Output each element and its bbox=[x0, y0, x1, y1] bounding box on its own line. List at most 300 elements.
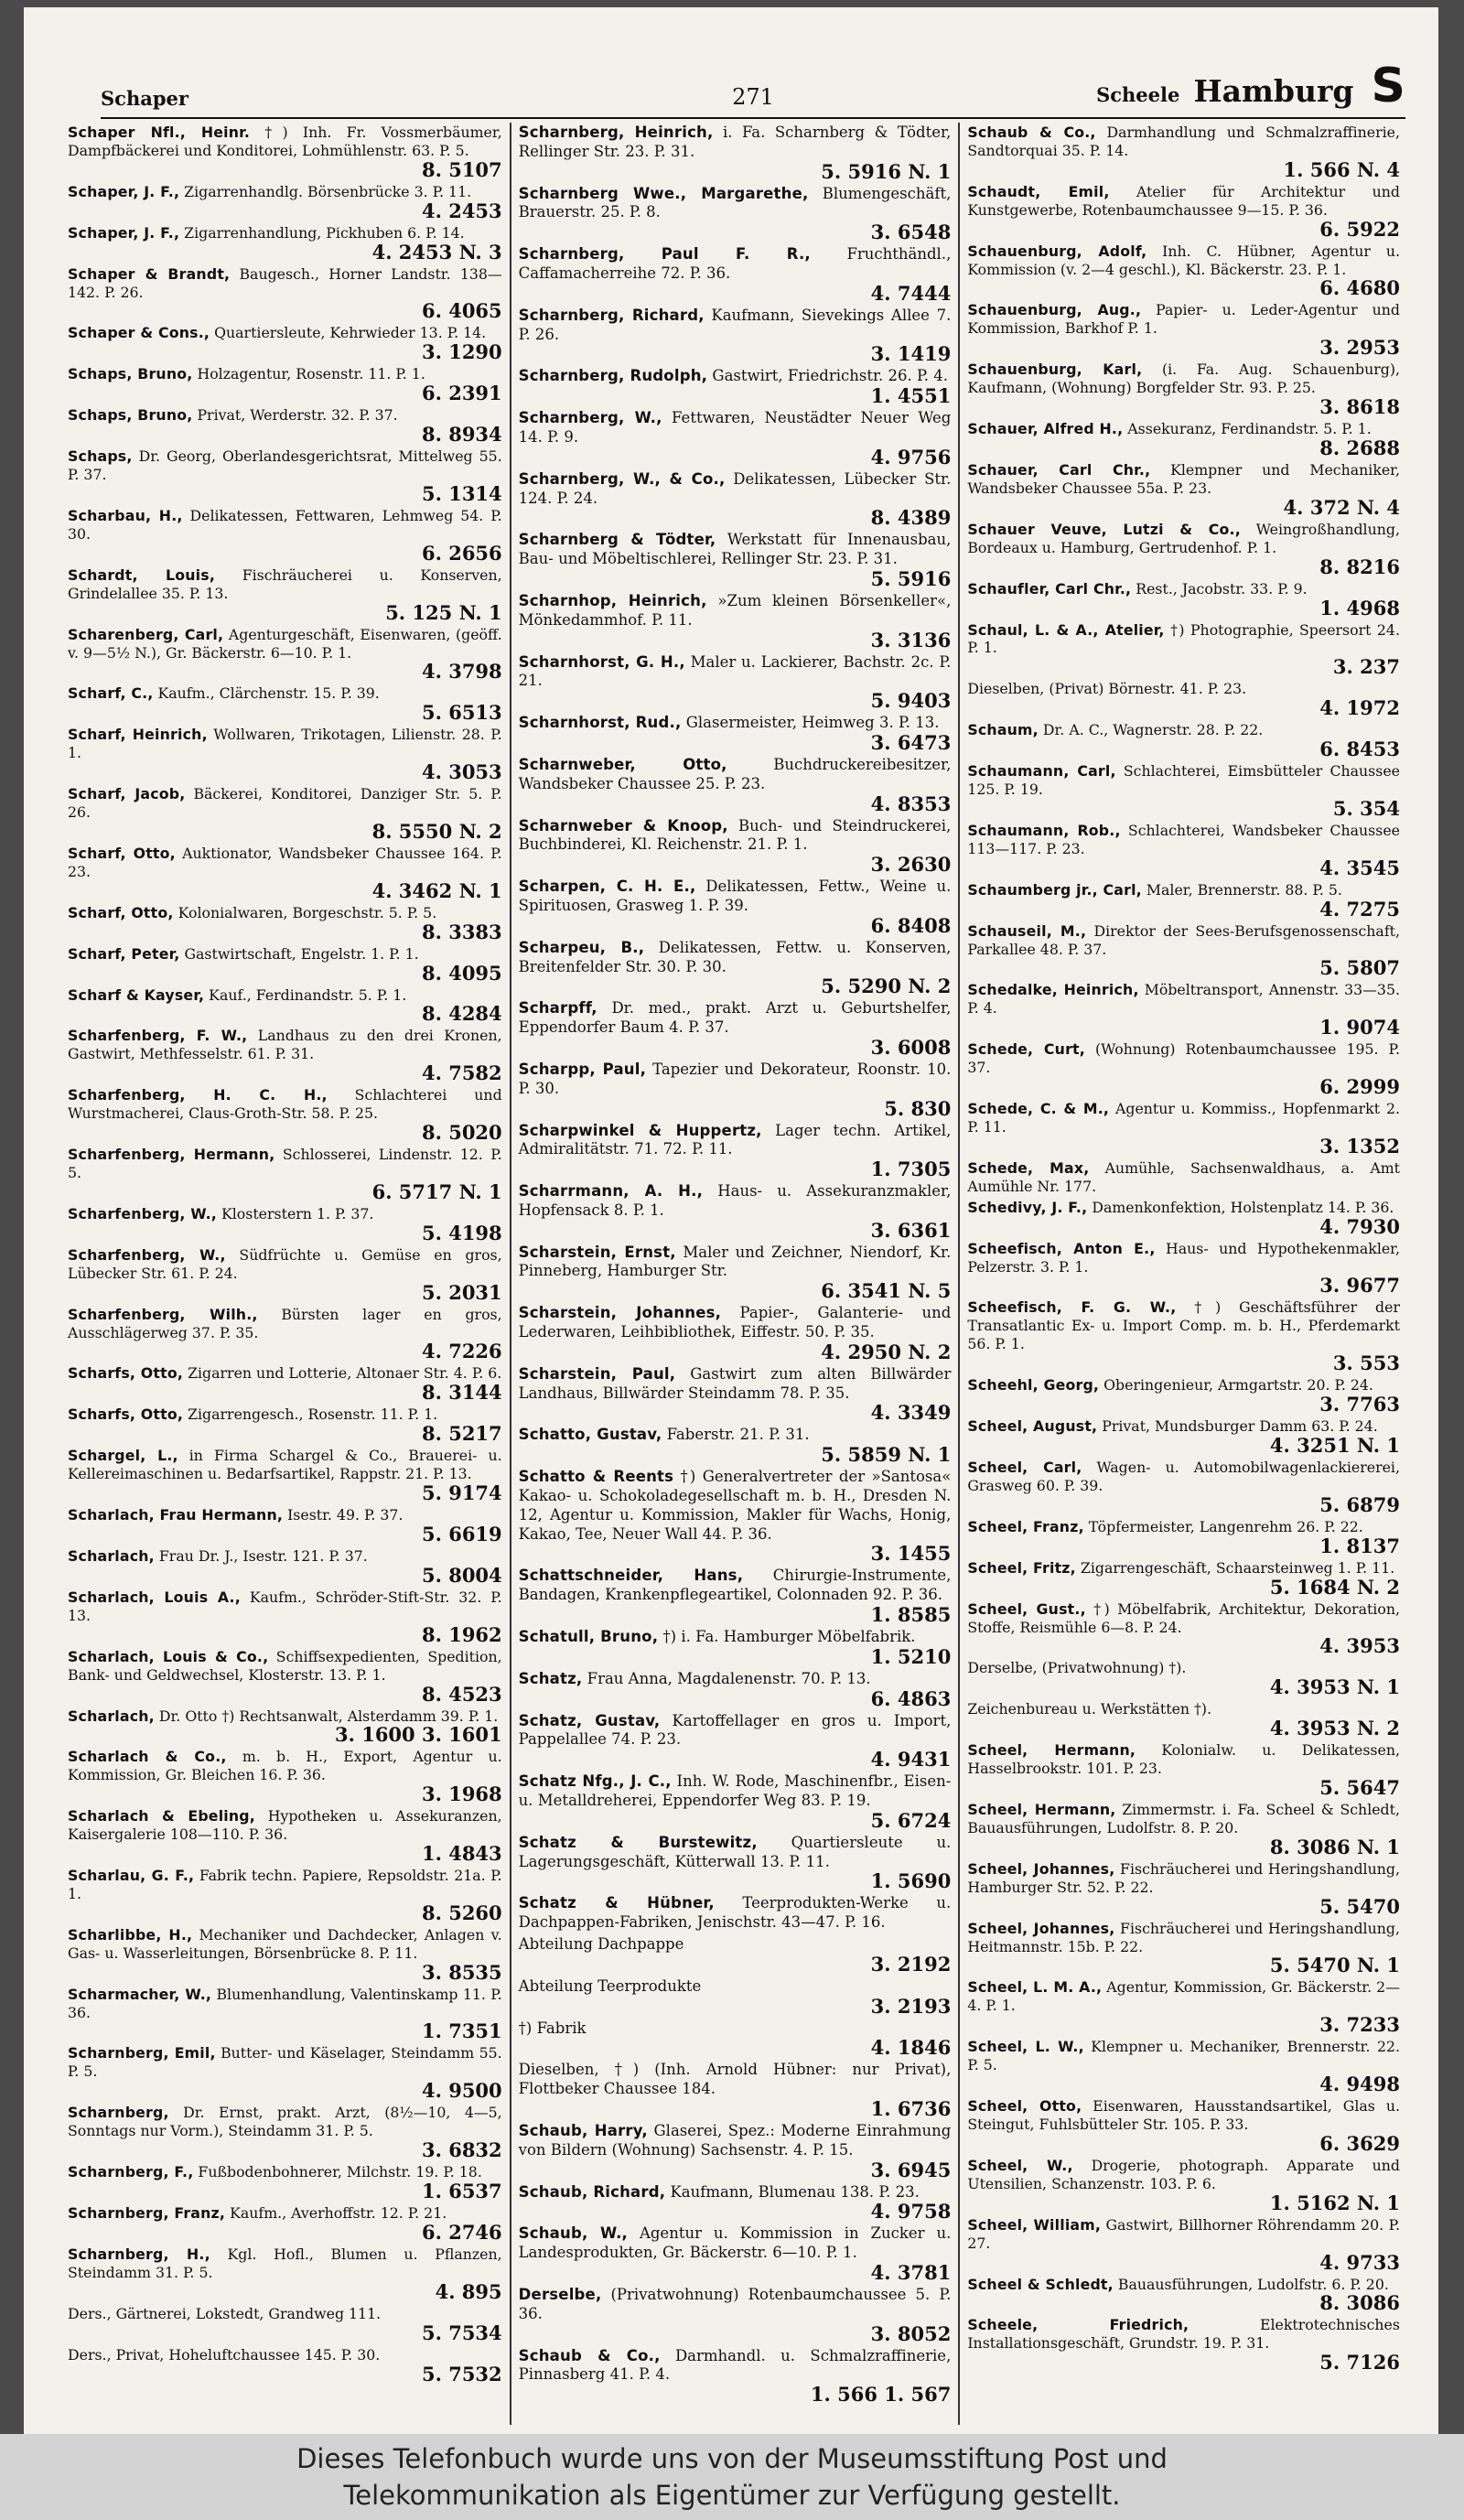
entry-line bbox=[68, 1867, 502, 1903]
entry-name: Scharstein, Johannes, bbox=[518, 1304, 722, 1322]
entry-line bbox=[519, 307, 952, 345]
entry-name: Scharlach, Frau Hermann, bbox=[68, 1506, 284, 1524]
entry-name: Scharrmann, A. H., bbox=[518, 1182, 704, 1201]
directory-entry bbox=[967, 620, 1400, 680]
directory-entry bbox=[967, 980, 1400, 1039]
entry-details: †) Fabrik bbox=[518, 2019, 587, 2037]
entry-phone: 6. 5717 N. 1 bbox=[371, 1179, 502, 1203]
entry-details: Zeichenbureau u. Werkstätten †). bbox=[967, 1700, 1212, 1718]
entry-name: Schaub, Harry, bbox=[518, 2122, 648, 2139]
entry-line bbox=[967, 1741, 1400, 1778]
entry-name: Scheefisch, Anton E., bbox=[967, 1239, 1156, 1257]
entry-details: Papier-, Galanterie- und Lederwaren, Leihbibliothek, Eiffestr. 50. P. 35. bbox=[518, 1304, 952, 1341]
entry-line bbox=[68, 406, 502, 425]
entry-name: Scheel & Schledt, bbox=[967, 2275, 1114, 2293]
entry-details: Zigarren und Lotterie, Altonaer Str. 4. P. 6. bbox=[188, 1364, 502, 1383]
directory-entry bbox=[519, 1364, 952, 1426]
entry-details: Darmhandl. u. Schmalzraffinerie, Pinnasberg 41. P. 4. bbox=[518, 2346, 952, 2384]
entry-name: Scharnberg Wwe., Margarethe, bbox=[518, 184, 809, 202]
directory-entry bbox=[519, 2224, 952, 2285]
entry-line bbox=[519, 1670, 952, 1689]
entry-phone: 8. 3086 bbox=[1319, 2291, 1400, 2315]
entry-phone: 4. 9498 bbox=[1319, 2073, 1400, 2096]
entry-details: Faberstr. 21. P. 31. bbox=[666, 1426, 810, 1444]
entry-phone: 8. 2688 bbox=[1319, 436, 1400, 459]
directory-entry bbox=[519, 591, 952, 652]
entry-line bbox=[967, 1417, 1400, 1436]
entry-line bbox=[967, 721, 1400, 739]
entry-details: Kolonialwaren, Borgeschstr. 5. P. 5. bbox=[178, 903, 437, 921]
entry-line bbox=[519, 2061, 952, 2099]
entry-details: Fischräucherei u. Konserven, Grindelallee 35. P. 13. bbox=[68, 565, 502, 602]
entry-phone: 3. 6832 bbox=[421, 2138, 502, 2162]
entry-phone: 5. 7534 bbox=[421, 2321, 502, 2344]
entry-details: Glasermeister, Heimweg 3. P. 13. bbox=[685, 714, 940, 732]
directory-entry bbox=[967, 182, 1400, 242]
entry-details: Eisenwaren, Hausstandsartikel, Glas u. Steingut, Fuhlsbütteler Str. 105. P. 33. bbox=[967, 2097, 1400, 2133]
entry-name: Scharf, Otto, bbox=[68, 844, 176, 862]
entry-line bbox=[519, 756, 952, 794]
directory-entry bbox=[68, 182, 502, 223]
entry-phone: 4. 2950 N. 2 bbox=[821, 1340, 952, 1363]
page-number: 271 bbox=[732, 84, 774, 110]
entry-details: Dr. Ernst, prakt. Arzt, (8½—10, 4—5, Sonntags nur Vorm.), Steindamm 31. P. 5. bbox=[68, 2104, 502, 2140]
entry-details: Fruchthändl., Caffamacherreihe 72. P. 36. bbox=[518, 245, 952, 282]
entry-name: Scheel, Otto, bbox=[967, 2097, 1082, 2116]
entry-name: Scharnberg, bbox=[68, 2104, 169, 2122]
header-letter: S bbox=[1371, 59, 1405, 113]
entry-details: Damenkonfektion, Holstenplatz 14. P. 36. bbox=[1092, 1198, 1394, 1216]
entry-line bbox=[967, 922, 1400, 959]
entry-details: †) Möbelfabrik, Architektur, Dekoration, Stoffe, Reismühle 6—8. P. 24. bbox=[967, 1599, 1400, 1636]
directory-entry bbox=[68, 1026, 502, 1085]
entry-details: Butter- und Käselager, Steindamm 55. P. 5. bbox=[68, 2044, 502, 2081]
entry-name: Schauer Veuve, Lutzi & Co., bbox=[967, 520, 1241, 538]
entry-name: Schaper, J. F., bbox=[68, 182, 180, 200]
entry-details: Glaserei, Spez.: Moderne Einrahmung von Bildern (Wohnung) Sachsenstr. 4. P. 15. bbox=[518, 2122, 952, 2159]
entry-phone: 8. 5020 bbox=[421, 1121, 502, 1145]
entry-phone: 6. 2656 bbox=[421, 541, 502, 565]
entry-phone: 3. 7233 bbox=[1319, 2013, 1400, 2037]
entry-name: Scheehl, Georg, bbox=[967, 1376, 1100, 1395]
entry-phone: 3. 1968 bbox=[421, 1782, 502, 1806]
entry-details: Atelier für Architektur und Kunstgewerbe, Rotenbaumchaussee 9—15. P. 36. bbox=[967, 182, 1400, 219]
entry-phone: 8. 3383 bbox=[421, 920, 502, 943]
directory-entry bbox=[967, 242, 1400, 301]
entry-phone: 4. 372 N. 4 bbox=[1283, 495, 1400, 519]
entry-details: Buch- und Steindruckerei, Buchbinderei, Kl. Reichenstr. 21. P. 1. bbox=[518, 816, 952, 854]
entry-name: Scheel, August, bbox=[967, 1417, 1098, 1436]
entry-phone: 5. 830 bbox=[884, 1096, 952, 1120]
entry-name: Scharstein, Ernst, bbox=[518, 1243, 676, 1261]
directory-entry bbox=[967, 761, 1400, 821]
entry-details: Delikatessen, Lübecker Str. 124. P. 24. bbox=[518, 469, 952, 507]
entry-line bbox=[967, 1376, 1400, 1395]
directory-entry bbox=[967, 1239, 1400, 1298]
entry-phone: 4. 3053 bbox=[421, 760, 502, 784]
entry-name: Schaper, J. F., bbox=[68, 223, 180, 242]
entry-line bbox=[967, 2157, 1400, 2193]
entry-details: Zigarrenhandlg. Börsenbrücke 3. P. 11. bbox=[184, 182, 472, 200]
entry-name: Schauenburg, Adolf, bbox=[967, 242, 1147, 260]
entry-details: Landhaus zu den drei Kronen, Gastwirt, Methfesselstr. 61. P. 31. bbox=[68, 1027, 502, 1063]
entry-details: Blumenhandlung, Valentinskamp 11. P. 36. bbox=[68, 1985, 502, 2021]
entry-name: Scharnhop, Heinrich, bbox=[518, 591, 707, 609]
entry-details: Haus- u. Assekuranzmakler, Hopfensack 8. P. 1. bbox=[518, 1182, 952, 1219]
entry-name: Schaumberg jr., Carl, bbox=[967, 880, 1142, 899]
entry-phone: 4. 3781 bbox=[870, 2260, 952, 2284]
directory-entry bbox=[519, 2121, 952, 2182]
entry-line bbox=[68, 2245, 502, 2282]
entry-phone: 3. 6548 bbox=[870, 221, 952, 244]
entry-details: Isestr. 49. P. 37. bbox=[287, 1506, 404, 1524]
entry-phone: 3. 6361 bbox=[870, 1218, 952, 1242]
entry-name: Schede, Max, bbox=[967, 1158, 1090, 1177]
entry-line bbox=[68, 1807, 502, 1844]
entry-phone: 6. 2391 bbox=[421, 382, 502, 405]
entry-phone: 4. 9758 bbox=[870, 2200, 952, 2224]
entry-line bbox=[967, 420, 1400, 438]
entry-line bbox=[967, 1978, 1400, 2015]
entry-phone: 6. 4680 bbox=[1319, 276, 1400, 300]
entry-phone: 5. 2031 bbox=[421, 1280, 502, 1304]
entry-name: Scharf, Jacob, bbox=[68, 785, 186, 803]
entry-name: Scharlach, Louis & Co., bbox=[68, 1647, 269, 1665]
entry-name: Schauseil, M., bbox=[967, 921, 1087, 940]
entry-phone: 4. 9733 bbox=[1319, 2250, 1400, 2274]
entry-name: Scharfenberg, Wilh., bbox=[68, 1305, 258, 1323]
directory-entry bbox=[68, 1707, 502, 1748]
entry-line bbox=[967, 1040, 1400, 1077]
entry-line bbox=[68, 1405, 502, 1424]
directory-entry bbox=[68, 447, 502, 506]
directory-entry bbox=[967, 2037, 1400, 2096]
entry-name: Schatz & Hübner, bbox=[518, 1894, 715, 1912]
entry-line bbox=[519, 939, 952, 977]
column-2 bbox=[510, 123, 959, 2425]
entry-phone: 5. 6513 bbox=[421, 701, 502, 725]
entry-phone: 5. 5470 bbox=[1319, 1894, 1400, 1918]
entry-name: Scharenberg, Carl, bbox=[68, 625, 224, 643]
entry-details: Zigarrengeschäft, Schaarsteinweg 1. P. 11. bbox=[1080, 1558, 1395, 1577]
entry-details: Frau Anna, Magdalenenstr. 70. P. 13. bbox=[587, 1669, 871, 1687]
directory-entry bbox=[967, 520, 1400, 579]
entry-phone: 3. 553 bbox=[1332, 1352, 1400, 1375]
directory-entry bbox=[967, 1919, 1400, 1978]
entry-phone: 3. 9677 bbox=[1319, 1274, 1400, 1298]
entry-phone: 8. 5217 bbox=[421, 1422, 502, 1446]
entry-line bbox=[68, 1146, 502, 1182]
entry-line bbox=[519, 1712, 952, 1750]
directory-entry bbox=[967, 2096, 1400, 2156]
directory-entry bbox=[967, 720, 1400, 761]
directory-entry bbox=[68, 844, 502, 903]
entry-name: Scheele, Friedrich, bbox=[967, 2316, 1190, 2334]
column-1 bbox=[60, 123, 510, 2425]
entry-phone: 5. 5290 N. 2 bbox=[821, 975, 952, 998]
entry-line bbox=[68, 1748, 502, 1784]
entry-name: Scheel, Franz, bbox=[967, 1517, 1084, 1535]
entry-details: Mechaniker und Dachdecker, Anlagen v. Gas- u. Wasserleitungen, Börsenbrücke 8. P. 11. bbox=[68, 1925, 502, 1962]
entry-name: Scharnberg, Richard, bbox=[518, 306, 705, 324]
entry-line bbox=[68, 124, 502, 160]
directory-entry bbox=[967, 1699, 1400, 1740]
entry-phone: 3. 2953 bbox=[1319, 336, 1400, 360]
entry-details: Ders., Gärtnerei, Lokstedt, Grandweg 111. bbox=[68, 2304, 382, 2322]
entry-name: Scharnhorst, G. H., bbox=[518, 652, 685, 671]
entry-phone: 5. 125 N. 1 bbox=[385, 600, 502, 624]
directory-entry bbox=[519, 2285, 952, 2346]
entry-phone: 4. 1846 bbox=[870, 2036, 952, 2060]
entry-name: Scharfenberg, W., bbox=[68, 1245, 226, 1264]
entry-name: Schaub & Co., bbox=[518, 2346, 661, 2364]
entry-details: (i. Fa. Aug. Schauenburg), Kaufmann, (Wohnung) Borgfelder Str. 93. P. 25. bbox=[967, 361, 1400, 397]
entry-details: †) Geschäftsführer der Transatlantic Ex- u. Import Comp. m. b. H., Pferdemarkt 56. P. 1. bbox=[967, 1298, 1400, 1353]
entry-phone: 3. 1600 3. 1601 bbox=[334, 1723, 502, 1747]
entry-line bbox=[68, 1027, 502, 1063]
directory-entry bbox=[519, 1181, 952, 1243]
entry-line bbox=[68, 1547, 502, 1566]
entry-details: Darmhandlung und Schmalzraffinerie, Sandtorquai 35. P. 14. bbox=[967, 124, 1400, 159]
entry-name: Scheel, L. M. A., bbox=[967, 1978, 1103, 1997]
entry-name: Scharnberg, Franz, bbox=[68, 2204, 226, 2222]
entry-name: Scharfenberg, W., bbox=[68, 1204, 217, 1222]
entry-line bbox=[68, 183, 502, 201]
entry-phone: 4. 9756 bbox=[870, 445, 952, 468]
entry-line bbox=[967, 183, 1400, 220]
entry-phone: 8. 4095 bbox=[421, 961, 502, 985]
entry-line bbox=[519, 1935, 952, 1955]
entry-details: Kauf., Ferdinandstr. 5. P. 1. bbox=[209, 985, 407, 1004]
directory-entry bbox=[68, 1588, 502, 1647]
entry-name: Scharfenberg, H. C. H., bbox=[68, 1086, 328, 1104]
entry-phone: 6. 8408 bbox=[870, 913, 952, 937]
directory-entry bbox=[967, 1599, 1400, 1659]
entry-details: Bäckerei, Konditorei, Danziger Str. 5. P. 26. bbox=[68, 785, 502, 822]
entry-line bbox=[519, 2286, 952, 2324]
entry-details: Schlachterei und Wurstmacherei, Claus-Groth-Str. 58. P. 25. bbox=[68, 1086, 502, 1123]
entry-phone: 3. 1455 bbox=[870, 1542, 952, 1566]
entry-details: (Privatwohnung) Rotenbaumchaussee 5. P. 36. bbox=[518, 2285, 952, 2322]
entry-line bbox=[967, 881, 1400, 899]
entry-phone: 6. 2999 bbox=[1319, 1075, 1400, 1099]
entry-phone: 4. 3953 bbox=[1319, 1634, 1400, 1658]
directory-entry bbox=[967, 579, 1400, 620]
entry-name: Scheel, Carl, bbox=[967, 1458, 1082, 1476]
entry-phone: 5. 4198 bbox=[421, 1221, 502, 1244]
entry-details: Delikatessen, Fettwaren, Lehmweg 54. P. 30. bbox=[68, 506, 502, 543]
entry-line bbox=[519, 1061, 952, 1099]
directory-entry bbox=[519, 1243, 952, 1304]
directory-entry bbox=[519, 1060, 952, 1121]
entry-name: Scheel, Johannes, bbox=[967, 1919, 1115, 1937]
entry-line bbox=[68, 1648, 502, 1685]
entry-name: Scheel, Hermann, bbox=[967, 1741, 1136, 1760]
entry-name: Schaub, W., bbox=[518, 2224, 629, 2243]
entry-phone: 4. 7444 bbox=[870, 281, 952, 305]
entry-line bbox=[68, 2163, 502, 2181]
entry-details: Kaufmann, Blumenau 138. P. 23. bbox=[670, 2182, 920, 2201]
entry-name: Schattschneider, Hans, bbox=[518, 1567, 744, 1585]
entry-phone: 3. 237 bbox=[1332, 655, 1400, 679]
directory-entry bbox=[68, 1985, 502, 2044]
directory-entry bbox=[68, 1245, 502, 1305]
directory-entry bbox=[519, 816, 952, 878]
entry-line bbox=[519, 1628, 952, 1647]
entry-details: Papier- u. Leder-Agentur und Kommission, Barkhof P. 1. bbox=[967, 301, 1400, 338]
entry-details: Kaufmann, Sievekings Allee 7. P. 26. bbox=[518, 306, 952, 343]
entry-phone: 4. 2453 bbox=[421, 199, 502, 222]
entry-phone: 5. 5647 bbox=[1319, 1776, 1400, 1800]
directory-entry bbox=[68, 1747, 502, 1806]
entry-name: Schatz, Gustav, bbox=[518, 1711, 661, 1729]
entry-phone: 5. 5916 bbox=[870, 566, 952, 590]
header-right bbox=[1096, 59, 1405, 113]
directory-entry bbox=[68, 223, 502, 264]
entry-line bbox=[967, 1920, 1400, 1956]
entry-details: Blumengeschäft, Brauerstr. 25. P. 8. bbox=[518, 184, 952, 221]
entry-name: Schede, Curt, bbox=[967, 1040, 1085, 1059]
entry-phone: 3. 1290 bbox=[421, 340, 502, 364]
entry-name: Scharbau, H., bbox=[68, 506, 183, 524]
entry-phone: 3. 6008 bbox=[870, 1035, 952, 1059]
entry-phone: 8. 8216 bbox=[1319, 555, 1400, 578]
entry-details: Hypotheken u. Assekuranzen, Kaisergalerie 108—110. P. 36. bbox=[68, 1807, 502, 1844]
directory-entry bbox=[967, 1558, 1400, 1599]
entry-name: Scheel, W., bbox=[967, 2156, 1073, 2174]
entry-details: »Zum kleinen Börsenkeller«, Mönkedammhof. P. 11. bbox=[518, 591, 952, 629]
entry-details: m. b. H., Export, Agentur u. Kommission, Gr. Bleichen 16. P. 36. bbox=[68, 1748, 502, 1784]
entry-phone: 3. 7763 bbox=[1319, 1393, 1400, 1416]
entry-details: Fettwaren, Neustädter Neuer Weg 14. P. 9. bbox=[518, 409, 952, 446]
entry-line bbox=[68, 1246, 502, 1283]
entry-details: Tapezier und Dekorateur, Roonstr. 10. P. 30. bbox=[518, 1060, 952, 1097]
directory-entry bbox=[68, 725, 502, 784]
entry-name: Schaudt, Emil, bbox=[967, 182, 1110, 200]
entry-line bbox=[68, 1205, 502, 1223]
entry-details: Agentur u. Kommiss., Hopfenmarkt 2. P. 11. bbox=[967, 1100, 1400, 1136]
entry-phone: 8. 5107 bbox=[421, 157, 502, 181]
entry-details: Schiffsexpedienten, Spedition, Bank- und Geldwechsel, Klosterstr. 13. P. 1. bbox=[68, 1647, 502, 1684]
entry-phone: 8. 4284 bbox=[421, 1002, 502, 1026]
entry-phone: 8. 4389 bbox=[870, 506, 952, 530]
entry-line bbox=[519, 592, 952, 630]
entry-phone: 3. 1352 bbox=[1319, 1134, 1400, 1158]
directory-entry bbox=[967, 1198, 1400, 1239]
entry-details: Maler und Zeichner, Niendorf, Kr. Pinneberg, Hamburger Str. bbox=[518, 1243, 952, 1280]
entry-name: Scharpp, Paul, bbox=[518, 1060, 647, 1078]
entry-phone: 1. 566 N. 4 bbox=[1283, 157, 1400, 181]
entry-line bbox=[68, 626, 502, 662]
entry-details: Maler u. Lackierer, Bachstr. 2c. P. 21. bbox=[518, 652, 952, 690]
entry-details: Maler, Brennerstr. 88. P. 5. bbox=[1146, 880, 1342, 899]
entry-details: Dr. med., prakt. Arzt u. Geburtshelfer, Eppendorfer Baum 4. P. 37. bbox=[518, 999, 952, 1037]
entry-phone: 4. 3953 N. 1 bbox=[1269, 1675, 1400, 1699]
entry-line bbox=[519, 1567, 952, 1605]
entry-name: Scharfs, Otto, bbox=[68, 1364, 184, 1383]
entry-phone: 1. 566 1. 567 bbox=[810, 2383, 952, 2407]
entry-line bbox=[68, 986, 502, 1005]
entry-name: Schatz & Burstewitz, bbox=[518, 1833, 758, 1851]
entry-line bbox=[967, 461, 1400, 498]
entry-line bbox=[967, 621, 1400, 658]
entry-details: Agenturgeschäft, Eisenwaren, (geöff. v. 9—5½ N.), Gr. Bäckerstr. 6—10. P. 1. bbox=[68, 625, 502, 662]
entry-line bbox=[967, 1199, 1400, 1217]
entry-line bbox=[519, 1182, 952, 1221]
directory-entry bbox=[519, 998, 952, 1060]
entry-details: Privat, Werderstr. 32. P. 37. bbox=[197, 406, 398, 425]
directory-entry bbox=[519, 1669, 952, 1711]
entry-line bbox=[519, 245, 952, 284]
entry-line bbox=[68, 1986, 502, 2022]
entry-details: Privat, Mundsburger Damm 63. P. 24. bbox=[1102, 1417, 1378, 1436]
entry-line bbox=[967, 1518, 1400, 1536]
directory-entry bbox=[967, 460, 1400, 520]
entry-phone: 1. 7351 bbox=[421, 2019, 502, 2043]
directory-entry bbox=[519, 1934, 952, 1976]
entry-phone: 1. 9074 bbox=[1319, 1016, 1400, 1039]
directory-entry bbox=[967, 880, 1400, 921]
directory-entry bbox=[519, 1425, 952, 1467]
entry-phone: 5. 8004 bbox=[421, 1563, 502, 1587]
directory-entry bbox=[68, 985, 502, 1027]
entry-name: Scharnberg, Rudolph, bbox=[518, 367, 708, 385]
entry-details: Werkstatt für Innenausbau, Bau- und Möbeltischlerei, Rellinger Str. 23. P. 31. bbox=[518, 531, 952, 568]
entry-phone: 1. 5690 bbox=[870, 1869, 952, 1893]
entry-phone: 1. 6736 bbox=[870, 2097, 952, 2120]
entry-phone: 4. 1972 bbox=[1319, 696, 1400, 720]
entry-details: Abteilung Dachpappe bbox=[518, 1935, 684, 1954]
entry-line bbox=[519, 999, 952, 1038]
entry-phone: 4. 3798 bbox=[421, 660, 502, 684]
directory-entry bbox=[967, 1375, 1400, 1416]
entry-line bbox=[68, 2104, 502, 2140]
entry-line bbox=[68, 904, 502, 922]
directory-entry bbox=[967, 2315, 1400, 2375]
entry-details: Klempner und Mechaniker, Wandsbeker Chaussee 55a. P. 23. bbox=[967, 460, 1400, 497]
entry-name: Schatto, Gustav, bbox=[518, 1426, 662, 1444]
entry-phone: 3. 2630 bbox=[870, 853, 952, 877]
entry-name: Scharlach, bbox=[68, 1546, 155, 1565]
entry-line bbox=[967, 2038, 1400, 2074]
entry-phone: 1. 8137 bbox=[1319, 1534, 1400, 1557]
entry-line bbox=[519, 409, 952, 447]
entry-line bbox=[68, 1447, 502, 1483]
entry-phone: 5. 1314 bbox=[421, 481, 502, 505]
entry-phone: 4. 7930 bbox=[1319, 1214, 1400, 1238]
entry-details: Kaufm., Clärchenstr. 15. P. 39. bbox=[157, 684, 380, 703]
entry-phone: 3. 3136 bbox=[870, 628, 952, 652]
entry-line bbox=[519, 2183, 952, 2202]
entry-name: Scheel, William, bbox=[967, 2215, 1102, 2234]
entry-name: Scharpen, C. H. E., bbox=[518, 878, 696, 896]
entry-line bbox=[967, 242, 1400, 279]
entry-line bbox=[967, 1801, 1400, 1837]
entry-details: Zimmermstr. i. Fa. Scheel & Schledt, Bauausführungen, Ludolfstr. 8. P. 20. bbox=[967, 1801, 1400, 1836]
directory-entry bbox=[68, 1363, 502, 1405]
entry-phone: 3. 6473 bbox=[870, 730, 952, 754]
entry-details: Kaufm., Averhoffstr. 12. P. 21. bbox=[230, 2204, 447, 2222]
entry-details: Drogerie, photograph. Apparate und Utensilien, Schanzenstr. 103. P. 6. bbox=[967, 2156, 1400, 2192]
entry-details: Haus- und Hypothekenmakler, Pelzerstr. 3. P. 1. bbox=[967, 1239, 1400, 1276]
entry-details: Auktionator, Wandsbeker Chaussee 164. P. 23. bbox=[68, 844, 502, 880]
directory-entry bbox=[68, 1204, 502, 1245]
entry-phone: 4. 895 bbox=[435, 2279, 502, 2303]
directory-entry bbox=[68, 1925, 502, 1985]
entry-line bbox=[967, 2316, 1400, 2353]
entry-name: Scharnberg, F., bbox=[68, 2163, 194, 2181]
entry-line bbox=[519, 1894, 952, 1933]
